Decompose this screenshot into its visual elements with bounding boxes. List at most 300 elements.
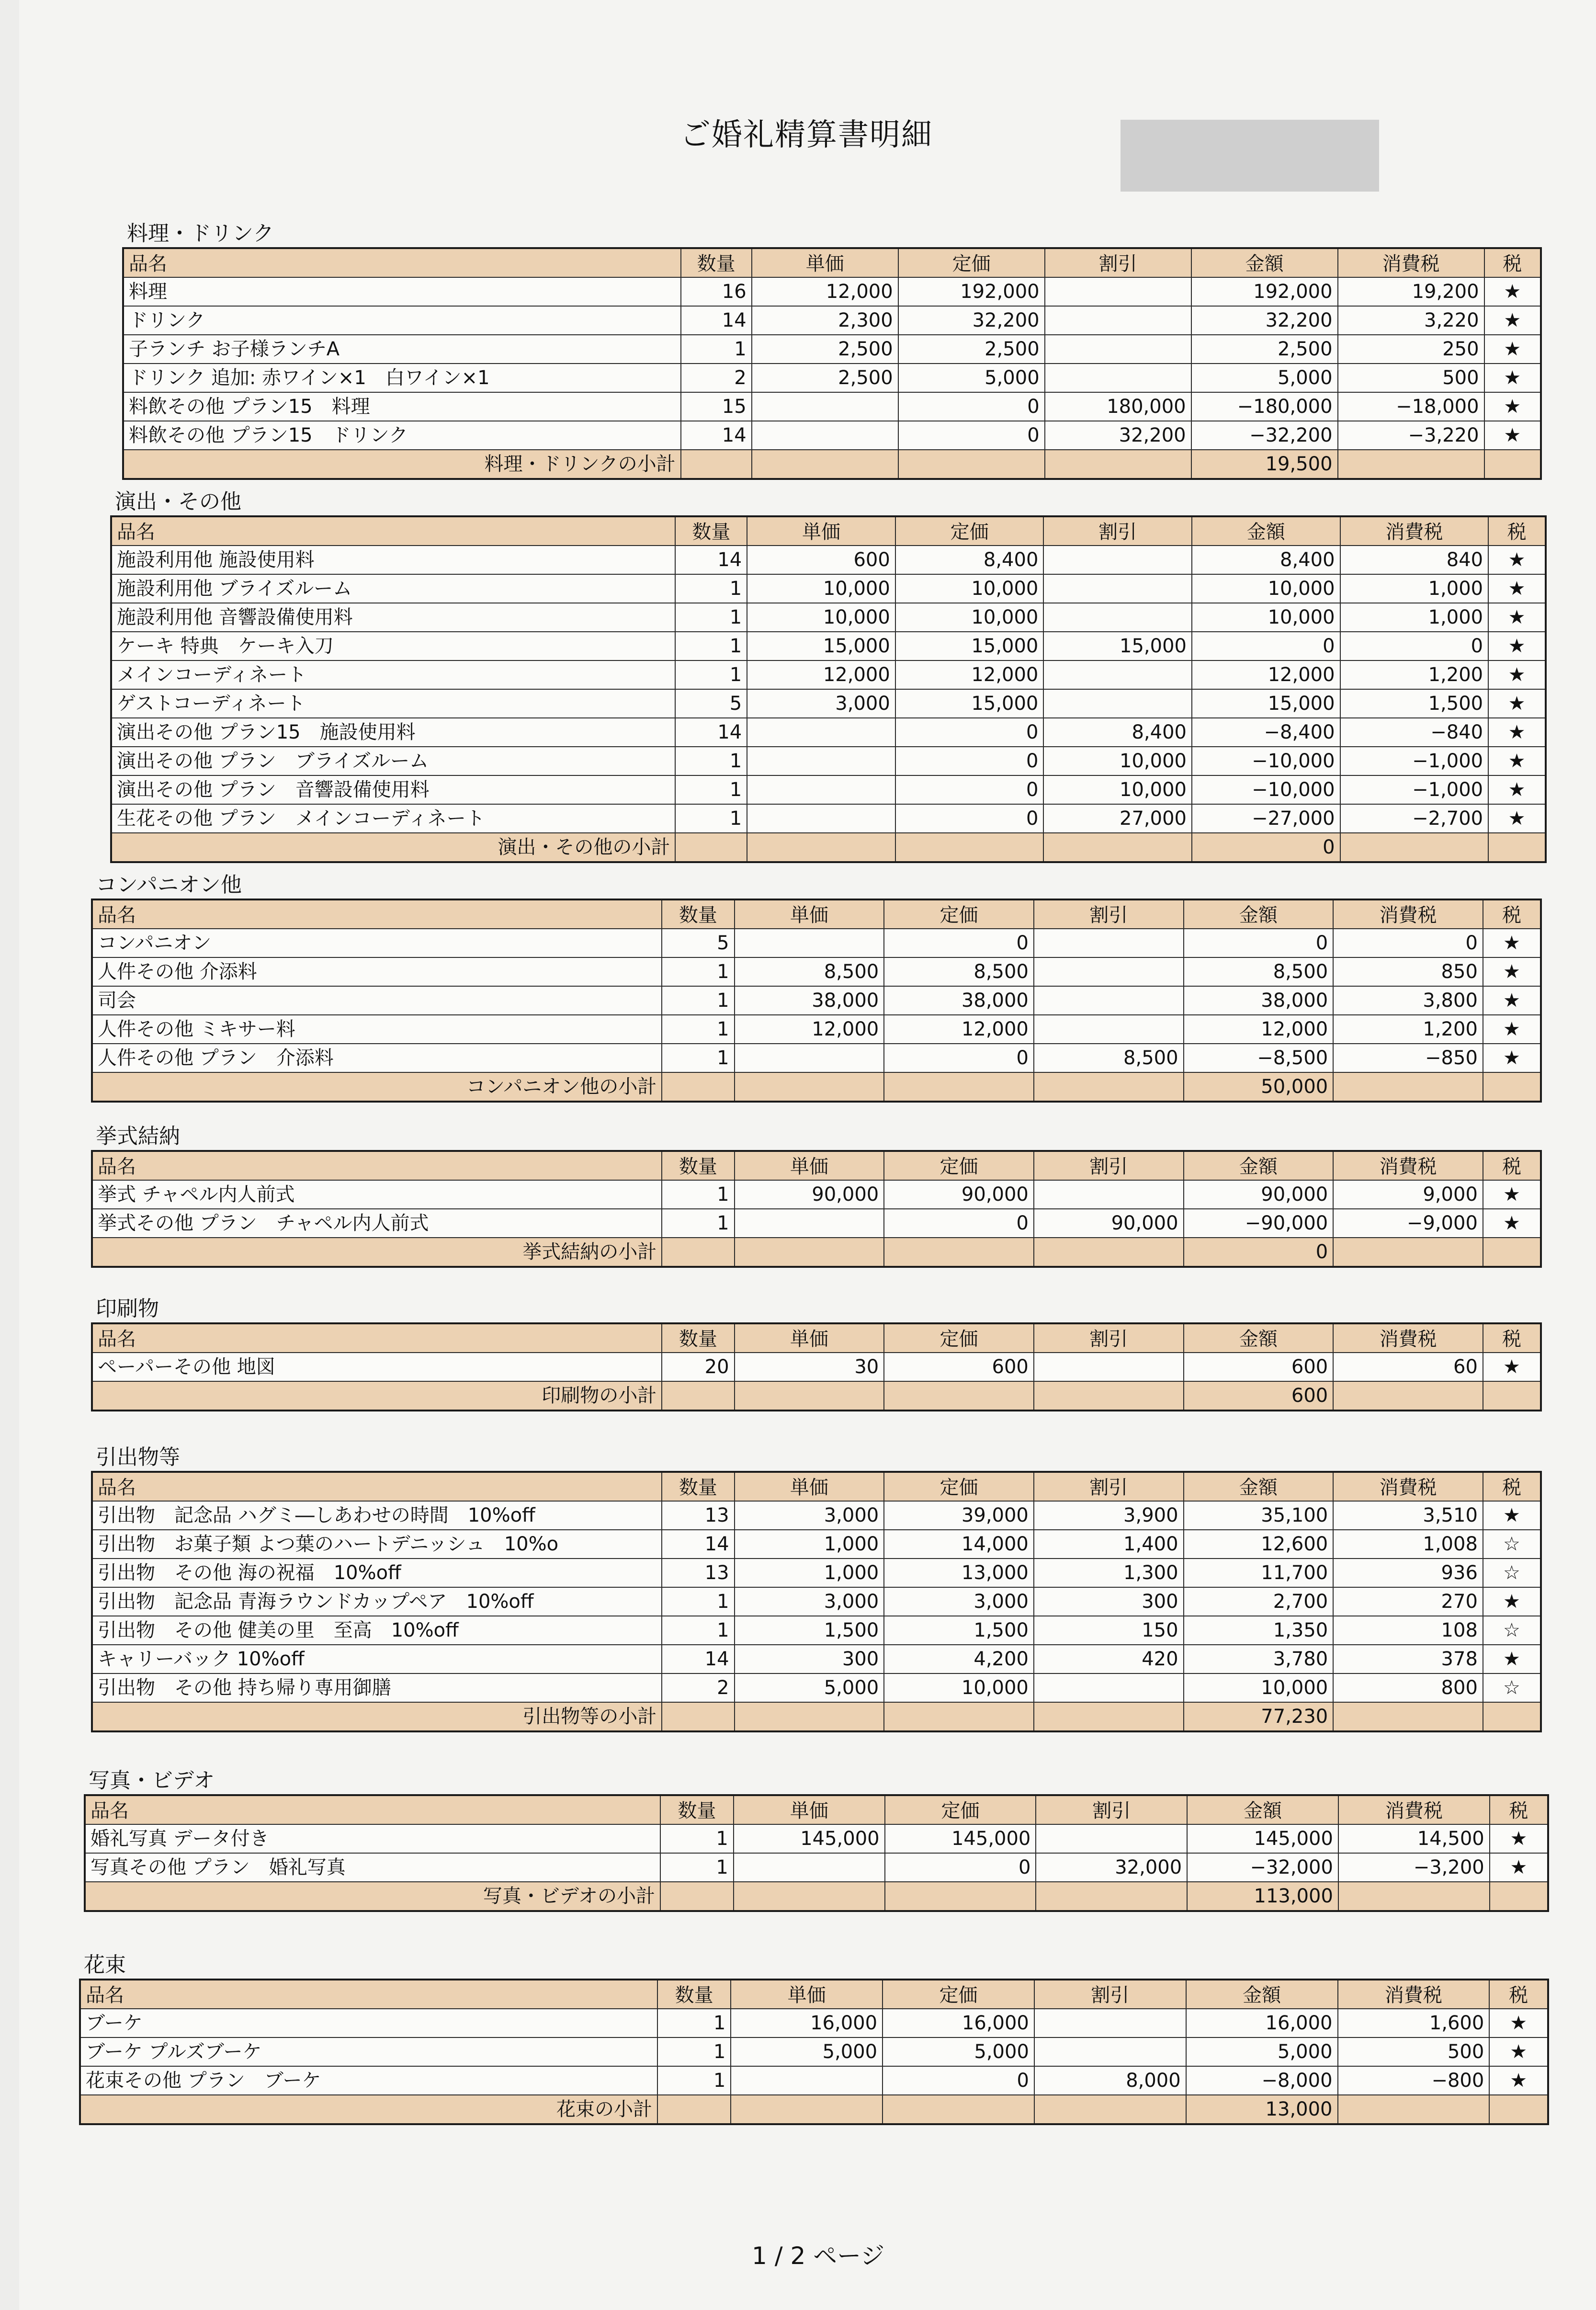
table-row bbox=[92, 1180, 1541, 1209]
amount: −27,000 bbox=[1192, 804, 1340, 833]
tax-mark: ★ bbox=[1483, 957, 1541, 986]
subtotal-blank bbox=[884, 1381, 1034, 1411]
tax-mark: ★ bbox=[1483, 1645, 1541, 1673]
discount bbox=[1043, 546, 1192, 574]
list-price: 32,200 bbox=[898, 306, 1045, 335]
amount: 192,000 bbox=[1191, 277, 1338, 306]
subtotal-amount: 77,230 bbox=[1184, 1702, 1334, 1731]
header-tax-mark: 税 bbox=[1489, 1980, 1548, 2009]
amount: −8,500 bbox=[1184, 1044, 1334, 1072]
unit-price: 38,000 bbox=[735, 986, 884, 1015]
unit-price: 2,500 bbox=[752, 364, 898, 392]
discount bbox=[1034, 1180, 1184, 1209]
consumption-tax: −18,000 bbox=[1338, 392, 1484, 421]
list-price: 39,000 bbox=[884, 1501, 1034, 1530]
header-quantity: 数量 bbox=[675, 516, 747, 546]
header-list-price: 定価 bbox=[895, 516, 1044, 546]
subtotal-label: 印刷物の小計 bbox=[92, 1381, 662, 1411]
subtotal-blank bbox=[1333, 1381, 1483, 1411]
amount: −8,400 bbox=[1192, 718, 1340, 747]
table-row bbox=[80, 2037, 1548, 2066]
page-number: 1 / 2 ページ bbox=[752, 2242, 885, 2270]
quantity: 1 bbox=[675, 747, 747, 775]
discount bbox=[1043, 574, 1192, 603]
amount: −90,000 bbox=[1184, 1209, 1334, 1238]
tax-mark: ★ bbox=[1483, 986, 1541, 1015]
unit-price bbox=[734, 1853, 885, 1882]
header-quantity: 数量 bbox=[660, 1795, 734, 1824]
item-name: 引出物 記念品 ハグミ―しあわせの時間 10%off bbox=[92, 1501, 662, 1530]
subtotal-row bbox=[85, 1882, 1548, 1911]
header-amount: 金額 bbox=[1187, 1795, 1338, 1824]
header-amount: 金額 bbox=[1186, 1980, 1338, 2009]
subtotal-blank bbox=[1034, 1238, 1184, 1267]
subtotal-blank bbox=[884, 1072, 1034, 1102]
tax-mark: ★ bbox=[1489, 2009, 1548, 2037]
header-tax-mark: 税 bbox=[1483, 1151, 1541, 1180]
amount: 12,000 bbox=[1184, 1015, 1334, 1044]
tax-mark: ☆ bbox=[1483, 1530, 1541, 1559]
consumption-tax: 500 bbox=[1338, 364, 1484, 392]
table-row bbox=[92, 1015, 1541, 1044]
list-price: 12,000 bbox=[884, 1015, 1034, 1044]
header-unit-price: 単価 bbox=[752, 248, 898, 277]
consumption-tax: 850 bbox=[1333, 957, 1483, 986]
tax-mark: ★ bbox=[1484, 364, 1541, 392]
item-name: 人件その他 プラン 介添料 bbox=[92, 1044, 662, 1072]
quantity: 2 bbox=[662, 1673, 734, 1702]
item-name: 挙式 チャペル内人前式 bbox=[92, 1180, 662, 1209]
consumption-tax: 270 bbox=[1333, 1587, 1483, 1616]
header-quantity: 数量 bbox=[681, 248, 752, 277]
quantity: 1 bbox=[662, 1180, 734, 1209]
header-consumption-tax: 消費税 bbox=[1333, 1472, 1483, 1501]
header-tax-mark: 税 bbox=[1484, 248, 1541, 277]
header-unit-price: 単価 bbox=[731, 1980, 883, 2009]
discount bbox=[1034, 1673, 1184, 1702]
discount bbox=[1043, 689, 1192, 718]
subtotal-blank bbox=[735, 1702, 884, 1731]
consumption-tax: 0 bbox=[1340, 632, 1489, 660]
discount: 3,900 bbox=[1034, 1501, 1184, 1530]
amount: 8,400 bbox=[1192, 546, 1340, 574]
subtotal-blank bbox=[662, 1381, 734, 1411]
unit-price: 1,000 bbox=[735, 1559, 884, 1587]
subtotal-row bbox=[92, 1381, 1541, 1411]
unit-price: 12,000 bbox=[752, 277, 898, 306]
subtotal-blank bbox=[1483, 1381, 1541, 1411]
header-item-name: 品名 bbox=[85, 1795, 660, 1824]
consumption-tax: 840 bbox=[1340, 546, 1489, 574]
tax-mark: ★ bbox=[1484, 277, 1541, 306]
unit-price bbox=[735, 1209, 884, 1238]
quantity: 1 bbox=[657, 2009, 731, 2037]
subtotal-blank bbox=[735, 1381, 884, 1411]
discount: 15,000 bbox=[1043, 632, 1192, 660]
item-name: 料飲その他 プラン15 料理 bbox=[123, 392, 681, 421]
section-title: 挙式結納 bbox=[96, 1124, 180, 1149]
list-price: 0 bbox=[895, 718, 1044, 747]
header-unit-price: 単価 bbox=[735, 1151, 884, 1180]
list-price: 0 bbox=[895, 804, 1044, 833]
item-name: ブーケ プルズブーケ bbox=[80, 2037, 657, 2066]
detail-table bbox=[122, 247, 1542, 480]
list-price: 10,000 bbox=[895, 574, 1044, 603]
header-list-price: 定価 bbox=[884, 899, 1034, 929]
unit-price: 12,000 bbox=[747, 660, 895, 689]
quantity: 14 bbox=[675, 718, 747, 747]
discount: 1,300 bbox=[1034, 1559, 1184, 1587]
header-amount: 金額 bbox=[1184, 1323, 1334, 1353]
consumption-tax: 3,510 bbox=[1333, 1501, 1483, 1530]
header-item-name: 品名 bbox=[123, 248, 681, 277]
discount bbox=[1036, 1824, 1187, 1853]
unit-price bbox=[747, 718, 895, 747]
section bbox=[122, 220, 1542, 480]
discount: 10,000 bbox=[1043, 775, 1192, 804]
unit-price bbox=[747, 775, 895, 804]
subtotal-amount: 0 bbox=[1192, 833, 1340, 862]
consumption-tax: −850 bbox=[1333, 1044, 1483, 1072]
amount: 1,350 bbox=[1184, 1616, 1334, 1645]
header-list-price: 定価 bbox=[885, 1795, 1036, 1824]
amount: −8,000 bbox=[1186, 2066, 1338, 2095]
amount: 10,000 bbox=[1192, 603, 1340, 632]
unit-price bbox=[747, 747, 895, 775]
header-discount: 割引 bbox=[1034, 1472, 1184, 1501]
consumption-tax: 9,000 bbox=[1333, 1180, 1483, 1209]
amount: 2,700 bbox=[1184, 1587, 1334, 1616]
list-price: 38,000 bbox=[884, 986, 1034, 1015]
header-quantity: 数量 bbox=[662, 899, 734, 929]
quantity: 1 bbox=[681, 335, 752, 364]
unit-price: 1,500 bbox=[735, 1616, 884, 1645]
table-row bbox=[123, 392, 1541, 421]
subtotal-blank bbox=[1484, 450, 1541, 479]
discount bbox=[1034, 986, 1184, 1015]
subtotal-blank bbox=[895, 833, 1044, 862]
subtotal-blank bbox=[1483, 1238, 1541, 1267]
subtotal-blank bbox=[1034, 1381, 1184, 1411]
tax-mark: ★ bbox=[1490, 1824, 1548, 1853]
subtotal-blank bbox=[675, 833, 747, 862]
table-row bbox=[92, 1501, 1541, 1530]
header-consumption-tax: 消費税 bbox=[1340, 516, 1489, 546]
subtotal-blank bbox=[898, 450, 1045, 479]
header-discount: 割引 bbox=[1034, 1323, 1184, 1353]
discount bbox=[1034, 2037, 1186, 2066]
header-discount: 割引 bbox=[1034, 1151, 1184, 1180]
detail-table bbox=[91, 1150, 1542, 1268]
discount bbox=[1043, 660, 1192, 689]
quantity: 14 bbox=[662, 1530, 734, 1559]
list-price: 5,000 bbox=[883, 2037, 1034, 2066]
tax-mark: ★ bbox=[1489, 2066, 1548, 2095]
item-name: ケーキ 特典 ケーキ入刀 bbox=[111, 632, 675, 660]
subtotal-blank bbox=[1340, 833, 1489, 862]
header-item-name: 品名 bbox=[111, 516, 675, 546]
consumption-tax: 500 bbox=[1338, 2037, 1490, 2066]
list-price: 12,000 bbox=[895, 660, 1044, 689]
unit-price: 5,000 bbox=[731, 2037, 883, 2066]
consumption-tax: 1,600 bbox=[1338, 2009, 1490, 2037]
tax-mark: ☆ bbox=[1483, 1616, 1541, 1645]
table-row bbox=[92, 1673, 1541, 1702]
header-consumption-tax: 消費税 bbox=[1333, 1323, 1483, 1353]
amount: 0 bbox=[1192, 632, 1340, 660]
header-item-name: 品名 bbox=[80, 1980, 657, 2009]
section-title: 料理・ドリンク bbox=[127, 221, 274, 246]
tax-mark: ★ bbox=[1483, 1180, 1541, 1209]
header-quantity: 数量 bbox=[662, 1323, 734, 1353]
section-title: 演出・その他 bbox=[115, 489, 241, 514]
section bbox=[91, 1123, 1542, 1268]
amount: 12,000 bbox=[1192, 660, 1340, 689]
amount: 145,000 bbox=[1187, 1824, 1338, 1853]
subtotal-label: 演出・その他の小計 bbox=[111, 833, 675, 862]
subtotal-blank bbox=[1333, 1238, 1483, 1267]
header-tax-mark: 税 bbox=[1483, 1323, 1541, 1353]
subtotal-blank bbox=[1034, 1702, 1184, 1731]
quantity: 20 bbox=[662, 1353, 734, 1381]
table-row bbox=[111, 574, 1546, 603]
amount: −180,000 bbox=[1191, 392, 1338, 421]
unit-price bbox=[731, 2066, 883, 2095]
section-title: 花束 bbox=[84, 1953, 126, 1977]
tax-mark: ★ bbox=[1483, 1044, 1541, 1072]
item-name: 人件その他 介添料 bbox=[92, 957, 662, 986]
subtotal-row bbox=[80, 2095, 1548, 2124]
table-row bbox=[80, 2009, 1548, 2037]
table-row bbox=[92, 929, 1541, 957]
subtotal-amount: 113,000 bbox=[1187, 1882, 1338, 1911]
item-name: ブーケ bbox=[80, 2009, 657, 2037]
table-row bbox=[85, 1824, 1548, 1853]
subtotal-amount: 13,000 bbox=[1186, 2095, 1338, 2124]
consumption-tax: 3,800 bbox=[1333, 986, 1483, 1015]
subtotal-row bbox=[92, 1238, 1541, 1267]
discount bbox=[1034, 929, 1184, 957]
table-row bbox=[92, 1559, 1541, 1587]
tax-mark: ★ bbox=[1483, 1015, 1541, 1044]
unit-price: 2,300 bbox=[752, 306, 898, 335]
unit-price: 10,000 bbox=[747, 603, 895, 632]
quantity: 1 bbox=[662, 986, 734, 1015]
discount: 180,000 bbox=[1045, 392, 1191, 421]
detail-table bbox=[91, 1471, 1542, 1732]
unit-price: 15,000 bbox=[747, 632, 895, 660]
item-name: 施設利用他 音響設備使用料 bbox=[111, 603, 675, 632]
consumption-tax: 19,200 bbox=[1338, 277, 1484, 306]
consumption-tax: 3,220 bbox=[1338, 306, 1484, 335]
subtotal-row bbox=[123, 450, 1541, 479]
detail-table bbox=[79, 1979, 1549, 2125]
quantity: 1 bbox=[662, 1616, 734, 1645]
header-quantity: 数量 bbox=[662, 1151, 734, 1180]
subtotal-blank bbox=[1489, 2095, 1548, 2124]
subtotal-blank bbox=[681, 450, 752, 479]
subtotal-blank bbox=[731, 2095, 883, 2124]
subtotal-blank bbox=[662, 1238, 734, 1267]
tax-mark: ★ bbox=[1483, 1209, 1541, 1238]
subtotal-label: 花束の小計 bbox=[80, 2095, 657, 2124]
unit-price: 90,000 bbox=[735, 1180, 884, 1209]
consumption-tax: 1,008 bbox=[1333, 1530, 1483, 1559]
item-name: ドリンク bbox=[123, 306, 681, 335]
header-consumption-tax: 消費税 bbox=[1338, 248, 1484, 277]
item-name: 花束その他 プラン ブーケ bbox=[80, 2066, 657, 2095]
consumption-tax: 0 bbox=[1333, 929, 1483, 957]
consumption-tax: 378 bbox=[1333, 1645, 1483, 1673]
header-item-name: 品名 bbox=[92, 1472, 662, 1501]
list-price: 0 bbox=[895, 775, 1044, 804]
amount: 15,000 bbox=[1192, 689, 1340, 718]
list-price: 90,000 bbox=[884, 1180, 1034, 1209]
header-consumption-tax: 消費税 bbox=[1333, 899, 1483, 929]
list-price: 0 bbox=[883, 2066, 1034, 2095]
item-name: 引出物 その他 持ち帰り専用御膳 bbox=[92, 1673, 662, 1702]
document-sheet bbox=[19, 0, 1596, 2310]
quantity: 1 bbox=[675, 574, 747, 603]
table-row bbox=[111, 689, 1546, 718]
tax-mark: ★ bbox=[1488, 689, 1546, 718]
unit-price: 2,500 bbox=[752, 335, 898, 364]
item-name: コンパニオン bbox=[92, 929, 662, 957]
tax-mark: ★ bbox=[1488, 747, 1546, 775]
table-row bbox=[111, 747, 1546, 775]
table-row bbox=[85, 1853, 1548, 1882]
unit-price bbox=[752, 421, 898, 450]
tax-mark: ★ bbox=[1483, 1501, 1541, 1530]
table-row bbox=[111, 804, 1546, 833]
table-row bbox=[92, 1209, 1541, 1238]
detail-table bbox=[91, 899, 1542, 1103]
subtotal-blank bbox=[1483, 1702, 1541, 1731]
item-name: 人件その他 ミキサー料 bbox=[92, 1015, 662, 1044]
item-name: ドリンク 追加: 赤ワイン×1 白ワイン×1 bbox=[123, 364, 681, 392]
consumption-tax: −2,700 bbox=[1340, 804, 1489, 833]
table-row bbox=[111, 775, 1546, 804]
table-row bbox=[92, 1353, 1541, 1381]
table-row bbox=[111, 603, 1546, 632]
amount: 32,200 bbox=[1191, 306, 1338, 335]
consumption-tax: −800 bbox=[1338, 2066, 1490, 2095]
list-price: 10,000 bbox=[884, 1673, 1034, 1702]
table-row bbox=[111, 632, 1546, 660]
header-quantity: 数量 bbox=[657, 1980, 731, 2009]
discount: 300 bbox=[1034, 1587, 1184, 1616]
list-price: 1,500 bbox=[884, 1616, 1034, 1645]
tax-mark: ★ bbox=[1488, 574, 1546, 603]
amount: 38,000 bbox=[1184, 986, 1334, 1015]
table-row bbox=[111, 660, 1546, 689]
subtotal-blank bbox=[1483, 1072, 1541, 1102]
header-tax-mark: 税 bbox=[1483, 899, 1541, 929]
list-price: 4,200 bbox=[884, 1645, 1034, 1673]
section-title: 印刷物 bbox=[96, 1297, 159, 1321]
subtotal-blank bbox=[1043, 833, 1192, 862]
consumption-tax: 1,200 bbox=[1333, 1015, 1483, 1044]
subtotal-label: 挙式結納の小計 bbox=[92, 1238, 662, 1267]
quantity: 5 bbox=[662, 929, 734, 957]
tax-mark: ★ bbox=[1488, 632, 1546, 660]
item-name: ペーパーその他 地図 bbox=[92, 1353, 662, 1381]
discount: 8,500 bbox=[1034, 1044, 1184, 1072]
header-amount: 金額 bbox=[1184, 899, 1334, 929]
subtotal-blank bbox=[1333, 1072, 1483, 1102]
amount: −32,200 bbox=[1191, 421, 1338, 450]
subtotal-blank bbox=[884, 1238, 1034, 1267]
section-title: 写真・ビデオ bbox=[89, 1768, 215, 1793]
list-price: 0 bbox=[898, 421, 1045, 450]
discount: 10,000 bbox=[1043, 747, 1192, 775]
list-price: 0 bbox=[884, 1209, 1034, 1238]
list-price: 15,000 bbox=[895, 632, 1044, 660]
table-row bbox=[92, 1587, 1541, 1616]
amount: 5,000 bbox=[1191, 364, 1338, 392]
subtotal-amount: 0 bbox=[1184, 1238, 1334, 1267]
subtotal-blank bbox=[1338, 2095, 1490, 2124]
list-price: 8,500 bbox=[884, 957, 1034, 986]
amount: 8,500 bbox=[1184, 957, 1334, 986]
amount: 16,000 bbox=[1186, 2009, 1338, 2037]
quantity: 1 bbox=[662, 957, 734, 986]
unit-price: 300 bbox=[735, 1645, 884, 1673]
list-price: 0 bbox=[885, 1853, 1036, 1882]
quantity: 14 bbox=[662, 1645, 734, 1673]
table-row bbox=[123, 306, 1541, 335]
tax-mark: ★ bbox=[1489, 2037, 1548, 2066]
subtotal-label: 写真・ビデオの小計 bbox=[85, 1882, 660, 1911]
amount: 10,000 bbox=[1192, 574, 1340, 603]
item-name: ゲストコーディネート bbox=[111, 689, 675, 718]
discount bbox=[1045, 277, 1191, 306]
amount: 0 bbox=[1184, 929, 1334, 957]
discount: 27,000 bbox=[1043, 804, 1192, 833]
amount: 5,000 bbox=[1186, 2037, 1338, 2066]
header-amount: 金額 bbox=[1191, 248, 1338, 277]
consumption-tax: −3,220 bbox=[1338, 421, 1484, 450]
discount bbox=[1045, 364, 1191, 392]
tax-mark: ★ bbox=[1483, 1587, 1541, 1616]
list-price: 15,000 bbox=[895, 689, 1044, 718]
header-unit-price: 単価 bbox=[747, 516, 895, 546]
header-item-name: 品名 bbox=[92, 1323, 662, 1353]
table-row bbox=[92, 986, 1541, 1015]
header-amount: 金額 bbox=[1184, 1472, 1334, 1501]
quantity: 2 bbox=[681, 364, 752, 392]
list-price: 192,000 bbox=[898, 277, 1045, 306]
list-price: 8,400 bbox=[895, 546, 1044, 574]
item-name: 司会 bbox=[92, 986, 662, 1015]
subtotal-blank bbox=[657, 2095, 731, 2124]
subtotal-blank bbox=[1338, 450, 1484, 479]
item-name: 料理 bbox=[123, 277, 681, 306]
item-name: メインコーディネート bbox=[111, 660, 675, 689]
item-name: 子ランチ お子様ランチA bbox=[123, 335, 681, 364]
subtotal-blank bbox=[752, 450, 898, 479]
header-unit-price: 単価 bbox=[735, 1323, 884, 1353]
list-price: 16,000 bbox=[883, 2009, 1034, 2037]
discount: 150 bbox=[1034, 1616, 1184, 1645]
header-unit-price: 単価 bbox=[735, 899, 884, 929]
item-name: 演出その他 プラン 音響設備使用料 bbox=[111, 775, 675, 804]
list-price: 10,000 bbox=[895, 603, 1044, 632]
header-row bbox=[92, 1323, 1541, 1353]
item-name: 施設利用他 施設使用料 bbox=[111, 546, 675, 574]
quantity: 15 bbox=[681, 392, 752, 421]
consumption-tax: 1,000 bbox=[1340, 603, 1489, 632]
